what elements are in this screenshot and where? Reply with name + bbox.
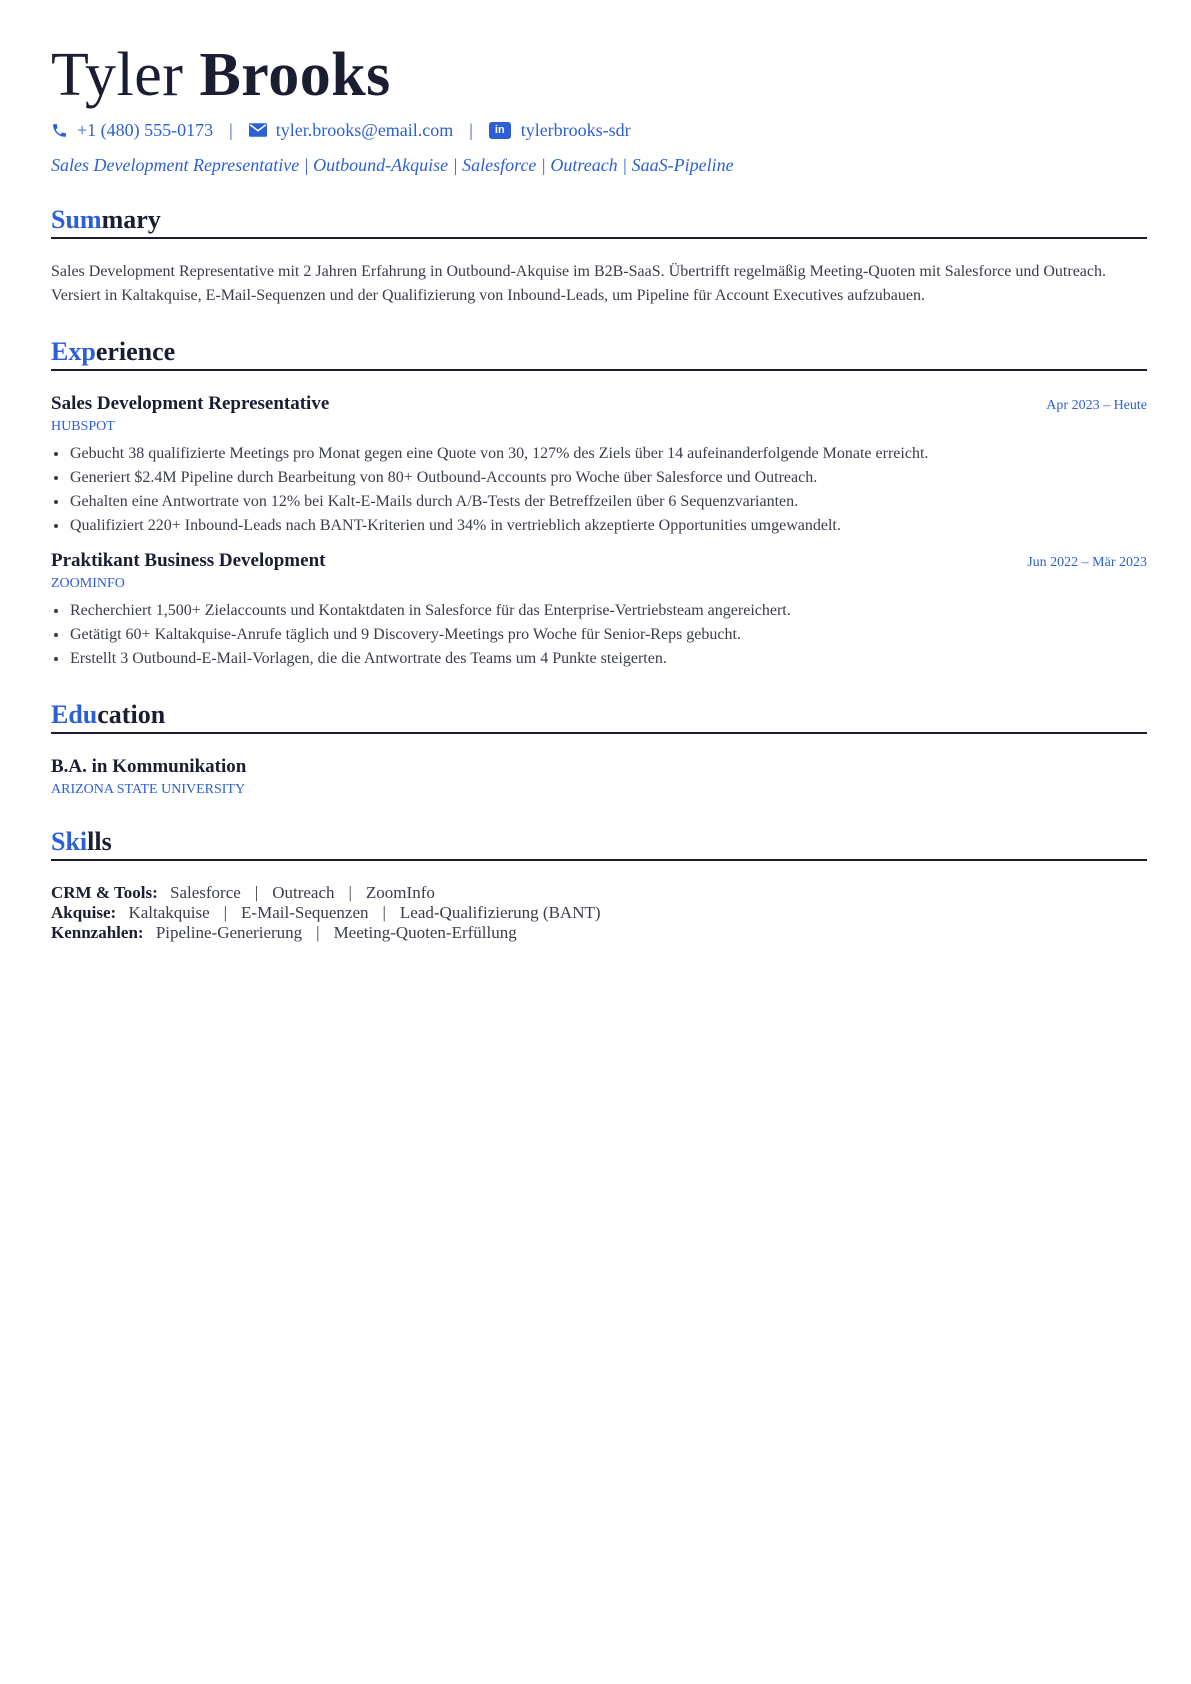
job-dates: Jun 2022 – Mär 2023 [1027,555,1147,570]
tagline: Sales Development Representative | Outbound-Akquise | Salesforce | Outreach | SaaS-Pipeline [51,155,734,175]
skills-list [51,883,1147,943]
section-title-rest: lls [87,827,112,856]
job-entry [51,393,1147,538]
email-icon [249,123,267,137]
phone-text: +1 (480) 555-0173 [77,119,214,140]
email-contact[interactable] [249,120,454,141]
skill-item: ZoomInfo [365,883,435,902]
school-name: ARIZONA STATE UNIVERSITY [51,782,246,797]
skill-item: E-Mail-Sequenzen [241,903,369,922]
section-title-rest: mary [101,205,161,234]
job-header [51,550,1147,572]
email-text: tyler.brooks@email.com [275,119,454,140]
skill-row [51,923,1147,943]
skill-separator: | [316,923,320,942]
linkedin-contact[interactable] [489,120,631,141]
skill-separator: | [223,903,228,922]
linkedin-icon: in [489,122,511,139]
section-title-rest: cation [97,700,166,729]
job-bullets [51,599,1147,671]
skill-separator: | [348,883,352,902]
job-dates: Apr 2023 – Heute [1046,398,1147,413]
section-title-accent: Sum [51,205,102,234]
bullet-item: • Gebucht 38 qualifizierte Meetings pro Monat gegen eine Quote von 30, 127% des Ziels über 14 aufeinanderfolgende Monate erreicht. [69,442,1147,466]
skill-row [51,903,1147,923]
bullet-item: • Generiert $2.4M Pipeline durch Bearbeitung von 80+ Outbound-Accounts pro Woche über Salesforce und Outreach. [69,466,1147,490]
job-header [51,393,1147,415]
section-title-accent: Edu [51,700,98,729]
bullet-item: • Gehalten eine Antwortrate von 12% bei Kalt-E-Mails durch A/B-Tests der Betreffzeilen über 6 Sequenzvarianten. [69,490,1147,514]
job-title: Praktikant Business Development [51,550,326,571]
skill-item: Pipeline-Generierung [155,923,303,942]
skill-separator: | [382,903,386,922]
phone-icon [51,122,68,139]
skill-item: Meeting-Quoten-Erfüllung [333,923,517,942]
degree: B.A. in Kommunikation [51,756,247,777]
section-title-skills [51,826,1147,861]
first-name: Tyler [51,41,184,109]
education-entry [51,756,1147,798]
section-title-education [51,699,1147,734]
phone-contact[interactable] [51,120,213,141]
section-title-experience [51,336,1147,371]
section-title-summary [51,204,1147,239]
candidate-name [51,36,1147,114]
skill-item: Salesforce [169,883,241,902]
skill-item: Outreach [272,883,335,902]
bullet-item: • Qualifiziert 220+ Inbound-Leads nach BANT-Kriterien und 34% in vertrieblich akzeptierte Opportunities umgewandelt. [69,514,1147,538]
company-name: ZOOMINFO [51,576,125,591]
skill-label: Kennzahlen: [51,923,144,942]
section-title-accent: Ski [51,827,88,856]
skill-row [51,883,1147,903]
company-name: HUBSPOT [51,419,115,434]
bullet-item: • Erstellt 3 Outbound-E-Mail-Vorlagen, die die Antwortrate des Teams um 4 Punkte steigerten. [69,647,1147,671]
section-title-rest: erience [95,337,176,366]
section-title-accent: Exp [51,337,96,366]
skill-item: Lead-Qualifizierung (BANT) [399,903,601,922]
job-title: Sales Development Representative [51,393,330,414]
skill-label: CRM & Tools: [51,883,158,902]
linkedin-text: tylerbrooks-sdr [520,119,631,140]
job-bullets [51,442,1147,538]
last-name: Brooks [199,41,391,109]
contact-separator: | [469,119,473,140]
bullet-item: • Recherchiert 1,500+ Zielaccounts und Kontaktdaten in Salesforce für das Enterprise-Vertriebsteam angereichert. [69,599,1147,623]
job-entry [51,550,1147,671]
contact-separator: | [229,119,233,140]
skill-label: Akquise: [51,903,117,922]
skill-item: Kaltakquise [128,903,210,922]
bullet-item: • Getätigt 60+ Kaltakquise-Anrufe täglich und 9 Discovery-Meetings pro Woche für Senior-Reps gebucht. [69,623,1147,647]
summary-text: Sales Development Representative mit 2 Jahren Erfahrung in Outbound-Akquise im B2B-SaaS. Übertrifft regelmäßig Meeting-Quoten mit Salesforce und Outreach. Versiert in Kaltakquise, E-Mail-Sequenzen und der Qualifizierung von Inbound-Leads, um Pipeline für Account Executives aufzubauen. [51,263,1106,304]
contact-line [51,116,1147,144]
skill-separator: | [254,883,259,902]
